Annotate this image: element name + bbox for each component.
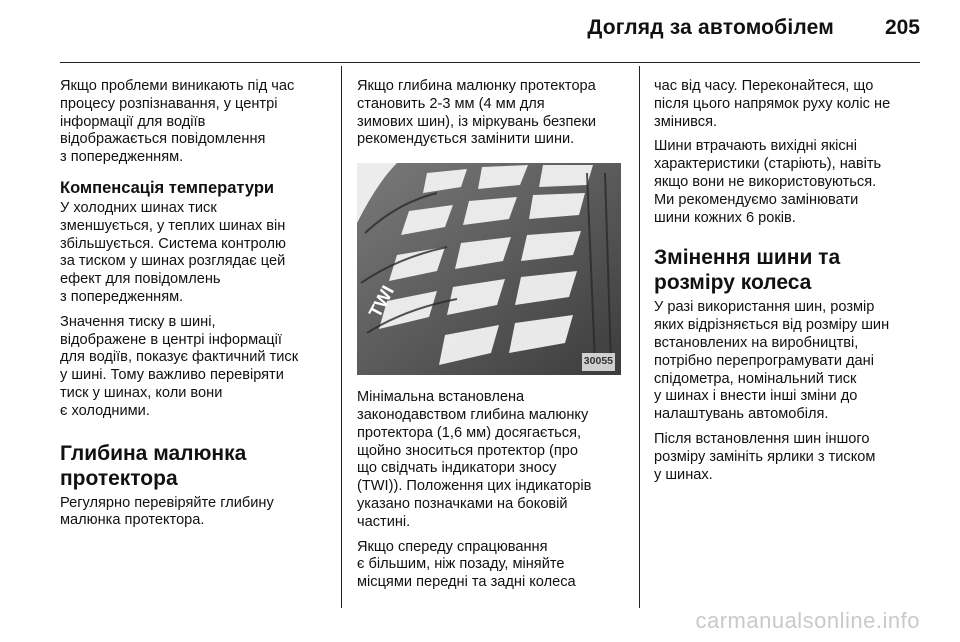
paragraph-replace-labels: Після встановлення шин іншого розміру замініть ярлики з тиском у шинах. bbox=[654, 430, 876, 483]
heading-temperature-compensation: Компенсація температури bbox=[60, 178, 275, 197]
paragraph-swap-wheels: Якщо спереду спрацювання є більшим, ніж позаду, міняйте місцями передні та задні колеса bbox=[357, 538, 576, 591]
paragraph-check-tread: Регулярно перевіряйте глибину малюнка протектора. bbox=[60, 494, 274, 529]
paragraph-reprogram-speedometer: У разі використання шин, розмір яких відрізняється від розміру шин встановлених на виробництві, потрібно перепрограмувати дані спідометра, номінальний тиск у шинах і внести інші зміни до налаштувань автомобіля. bbox=[654, 299, 890, 423]
column-1 bbox=[60, 78, 326, 537]
paragraph-tire-aging: Шини втрачають вихідні якісні характеристики (старіють), навіть якщо вони не використовуються. Ми рекомендуємо замінювати шини кожних 6 років. bbox=[654, 138, 882, 226]
paragraph-cold-warm-tires: У холодних шинах тиск зменшується, у теплих шинах він збільшується. Система контролю за тиском у шинах розглядає цей ефект для повідомлень з попередженням. bbox=[60, 199, 286, 305]
tire-tread-image bbox=[357, 163, 621, 375]
page-header bbox=[60, 0, 920, 63]
heading-tread-depth: Глибина малюнка протектора bbox=[60, 441, 247, 490]
tire-tread-illustration bbox=[357, 163, 621, 375]
figure-code: 30055 bbox=[582, 353, 615, 371]
paragraph-minimum-tread: Мінімальна встановлена законодавством глибина малюнку протектора (1,6 мм) досягається, щойно зноситься протектор (про що свідчать індикатори зносу (TWI)). Положення цих індикаторів указано позначками на боковій частині. bbox=[357, 389, 592, 530]
column-3 bbox=[654, 78, 920, 491]
heading-tire-size-change: Змінення шини та розміру колеса bbox=[654, 246, 841, 295]
watermark: carmanualsonline.info bbox=[695, 608, 920, 633]
paragraph-wheel-direction: час від часу. Переконайтеся, що після цього напрямок руху коліс не змінився. bbox=[654, 78, 891, 130]
column-divider-1 bbox=[341, 66, 342, 608]
column-2 bbox=[357, 78, 623, 599]
paragraph-replace-tires: Якщо глибина малюнку протектора становить 2-3 мм (4 мм для зимових шин), із міркувань безпеки рекомендується замінити шини. bbox=[357, 78, 597, 148]
page-number: 205 bbox=[884, 16, 920, 39]
paragraph-pressure-value: Значення тиску в шині, відображене в центрі інформації для водіїв, показує фактичний тиск у шині. Тому важливо перевіряти тиск у шинах, коли вони є холодними. bbox=[60, 313, 299, 419]
section-title: Догляд за автомобілем bbox=[587, 16, 834, 39]
paragraph-recognition-problems: Якщо проблеми виникають під час процесу розпізнавання, у центрі інформації для водіїв відображається повідомлення з попередженням. bbox=[60, 78, 295, 166]
twi-label: TWI bbox=[364, 282, 399, 322]
column-divider-2 bbox=[639, 66, 640, 608]
